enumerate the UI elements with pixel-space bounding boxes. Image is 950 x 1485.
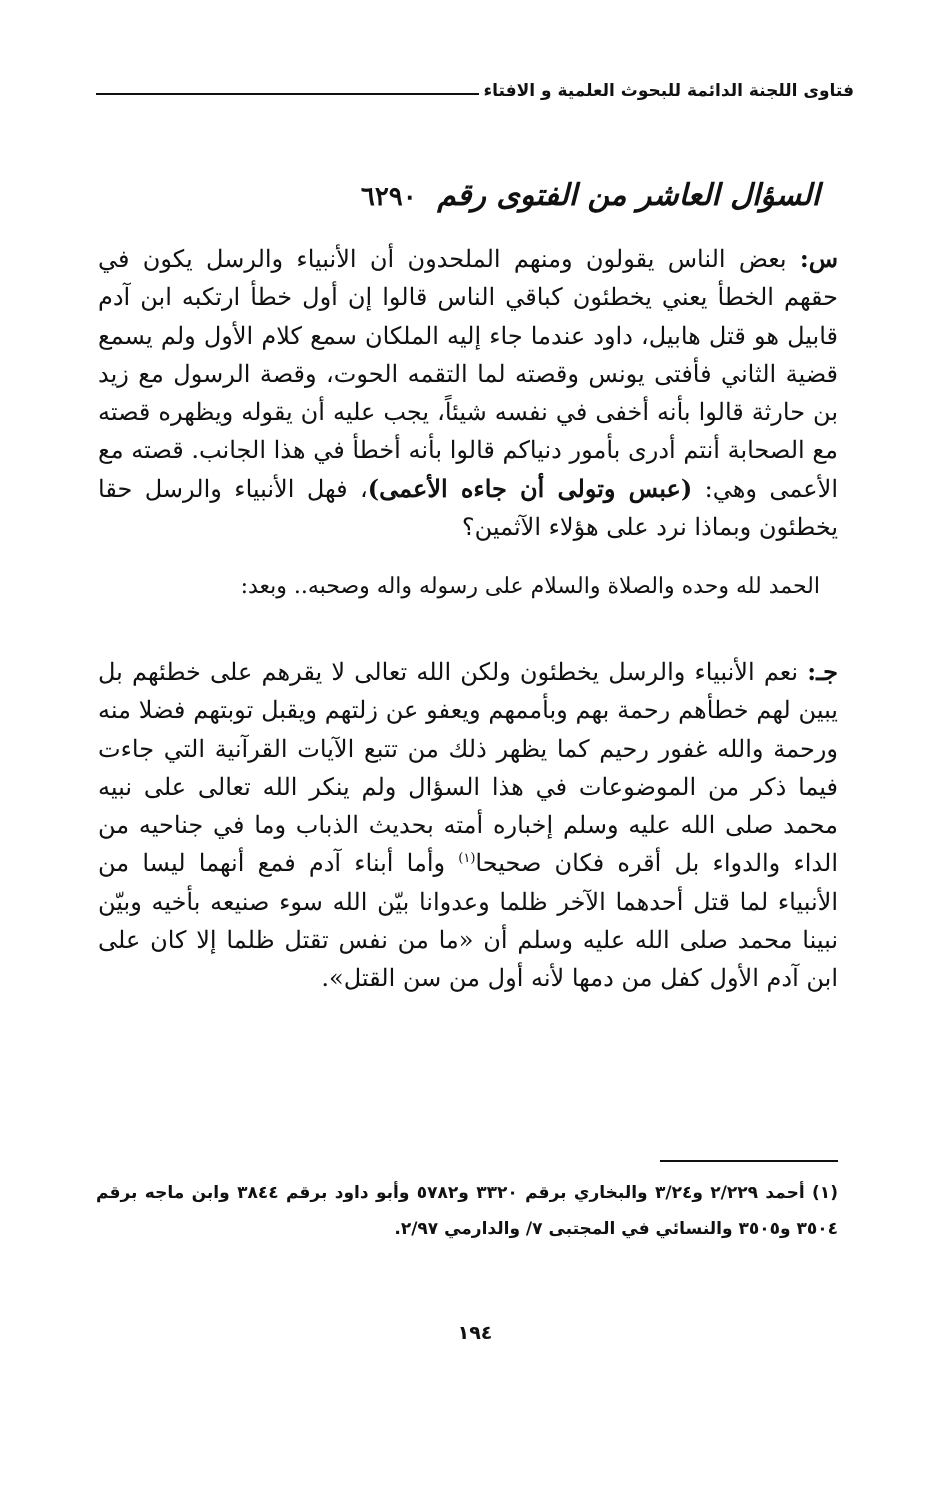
header-rule [96,93,479,95]
footnote-rule [660,1160,838,1162]
question-lead: س: [799,244,838,273]
question-title-text: السؤال العاشر من الفتوى رقم [437,178,820,213]
answer-text-part2: وأما أبناء آدم فمع أنهما ليسا من الأنبياء لما قتل أحدهما الآخر ظلما وعدوانا بيّن الله سوء صنيعه بأخيه وبيّن نبينا محمد صلى الله عليه وسلم أن «ما من نفس تقتل ظلما إلا كان على ابن آدم الأول كفل من دمها لأنه أول من سن القتل». [98,849,838,993]
fatwa-number: ٦٢٩٠ [360,182,417,212]
question-title [361,178,820,213]
footnote-reference[interactable]: (١) [458,851,476,867]
answer-lead: جـ: [807,657,838,686]
running-header-title: فتاوى اللجنة الدائمة للبحوث العلمية و الافتاء [483,81,854,101]
footnote: (١) أحمد ٢/٢٢٩ و٣/٢٤ والبخاري برقم ٣٣٢٠ و٥٧٨٢ وأبو داود برقم ٣٨٤٤ وابن ماجه برقم ٣٥٠٤ و٣٥٠٥ والنسائي في المجتبى ٧/ والدارمي ٢/٩٧. [96,1183,838,1239]
page-number: ١٩٤ [457,1322,493,1344]
answer-text-part1: نعم الأنبياء والرسل يخطئون ولكن الله تعالى لا يقرهم على خطئهم بل يبين لهم خطأهم رحمة بهم وبأممهم ويعفو عن زلتهم ويقبل توبتهم فضلا منه ورحمة والله غفور رحيم كما يظهر ذلك من تتبع الآيات القرآنية التي جاءت فيما ذكر من الموضوعات في هذا السؤال ولم ينكر الله تعالى على نبيه محمد صلى الله عليه وسلم إخباره أمته بحديث الذباب وما في جناحيه من الداء والدواء بل أقره فكان صحيحا [98,658,838,878]
question-paragraph [98,240,838,546]
running-header [96,78,854,104]
question-text-part1: بعض الناس يقولون ومنهم الملحدون أن الأنبياء والرسل يكون في حقهم الخطأ يعني يخطئون كباقي الناس قالوا إن أول خطأ ارتكبه ابن آدم قابيل هو قتل هابيل، داود عندما جاء إليه الملكان سمع كلام الأول ولم يسمع قضية الثاني فأفتى يونس وقصته لما التقمه الحوت، وقصة الرسول مع زيد بن حارثة قالوا بأنه أخفى في نفسه شيئاً، يجب عليه أن يقوله ويظهره قصته مع الصحابة أنتم أدرى بأمور دنياكم قالوا بأنه أخطأ في هذا الجانب. قصته مع الأعمى وهي: [98,245,839,503]
quoted-verse: (عبس وتولى أن جاءه الأعمى) [367,473,693,503]
question-text-part2: ، فهل الأنبياء والرسل حقا يخطئون وبماذا نرد على هؤلاء الآثمين؟ [98,474,838,542]
salutation-line: الحمد لله وحده والصلاة والسلام على رسوله واله وصحبه.. وبعد: [240,574,820,599]
answer-paragraph [98,653,838,998]
